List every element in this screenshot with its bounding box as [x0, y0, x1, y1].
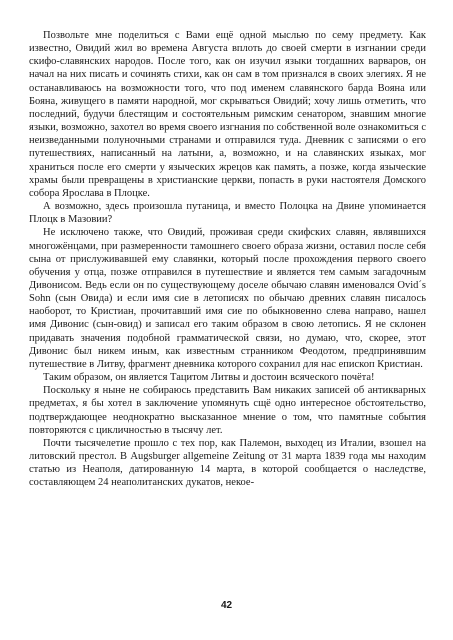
body-text [29, 29, 426, 489]
page-number: 42 [220, 600, 233, 611]
paragraph-polotsk-question: А возможно, здесь произошла путаница, и вместо Полоцка на Двине упоминается Плоцк в Мазовии? [29, 201, 426, 226]
paragraph-divonis-son: Не исключено также, что Овидий, проживая среди скифских славян, являвшихся многожёнцами, при размеренности тамошнего своего образа жизни, оставил после себя сына от прислуживавшей ему славянки, который после прохождения первого своего обучения у отца, позже отправился в путешествие и является тем самым загадочным Дивонисом. Ведь если он по существующему доселе обычаю славян именовался Ovid´s Sohn (сын Овида) и если имя сие в летописях по обычаю древних славян писалось наоборот, то Кристиан, прочитавший имя сие по обыкновенно слева направо, нашел имя Дивонис (сын-овид) и записал его таким образом в свою летопись. Я не склонен придавать значения подобной грамматической связи, но думаю, что, скорее, этот Дивонис был никем иным, как известным странником Феодотом, предпринявшим путешествие в Литву, фрагмент дневника которого сохранил для нас епископ Кристиан. [29, 227, 426, 370]
paragraph-tacitus-of-lithuania: Таким образом, он является Тацитом Литвы и достоин всяческого почёта! [43, 372, 375, 384]
paragraph-ovid-exile: Позвольте мне поделиться с Вами ещё одной мыслью по сему предмету. Как известно, Овидий жил во времена Августа вплоть до своей смерти в изгнании среди скифо-славянских народов. После того, как он изучил языки тогдашних варваров, он начал на них писать и сочинять стихи, как он сам в том признался в своих элегиях. Я не останавливаюсь на возможности того, что под именем славянского барда Вояна или Бояна, живущего в памяти народной, мог скрываться Овидий; хочу лишь отметить, что последний, будучи блестящим и состоятельным римским сенатором, знавшим многие языки, возможно, захотел во время своего изгнания по собственной воле ознакомиться с неизведанными полуночными странами и отправился туда. Дневник с записями о его путешествиях, написанный на латыни, а, возможно, и на славянских языках, мог храниться после его смерти у языческих жрецов как память, а позже, когда языческие храмы были превращены в христианские церкви, попасть в руки настоятеля Домского собора Ярослава в Плоцке. [29, 30, 426, 199]
paragraph-millennium-cycle: Поскольку я ныне не собираюсь представить Вам никаких записей об антикварных предметах, я бы хотел в заключение упомянуть сщё одно интересное обстоятельство, подтверждающее неоднократно высказанное мнение о том, что памятные события повторяются с цикличностью в тысячу лет. [29, 385, 426, 436]
paragraph-palemon: Почти тысячелетие прошло с тех пор, как Палемон, выходец из Италии, взошел на литовский престол. В Augsburger allgemeine Zeitung от 31 марта 1839 года мы находим статью из Неаполя, датированную 14 марта, в которой сообщается о наследстве, составляющем 24 неаполитанских дукатов, некое- [29, 437, 426, 489]
